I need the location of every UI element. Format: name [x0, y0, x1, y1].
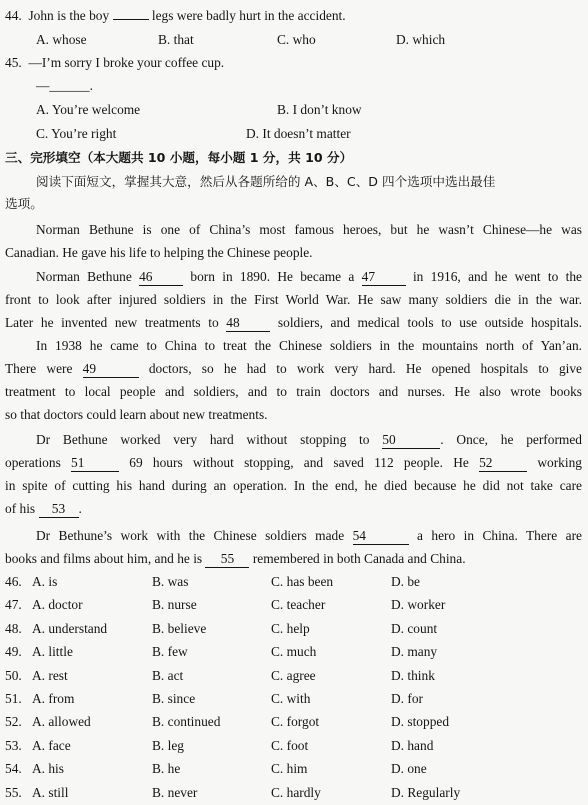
option-d: D. which — [396, 32, 446, 47]
option-a: A. face — [32, 737, 71, 753]
option-b: B. that — [158, 32, 194, 47]
question-45 — [5, 51, 582, 74]
option-d: D. for — [391, 691, 423, 706]
option-c: C. agree — [271, 667, 316, 683]
option-c: C. teacher — [271, 597, 326, 613]
option-b: B. nurse — [152, 597, 197, 613]
dialogue-line: —I’m sorry I broke your coffee cup. — [28, 55, 225, 70]
section-title: 三、完形填空（本大题共 10 小题，每小题 1 分，共 10 分） — [5, 150, 353, 165]
passage-text: of his — [5, 501, 36, 516]
option-d: D. It doesn’t matter — [246, 126, 351, 141]
passage-text: doctors, so he had to work very hard. He opened hospitals to give — [148, 361, 582, 376]
option-b: B. act — [152, 667, 184, 683]
option-b: B. I don’t know — [277, 102, 362, 117]
question-44 — [5, 4, 582, 27]
dialogue-response: —______. — [36, 78, 93, 93]
option-c: C. You’re right — [36, 126, 117, 141]
option-d: D. think — [391, 667, 435, 683]
option-b: B. was — [152, 574, 189, 589]
passage-text: . Once, he performed — [440, 432, 582, 447]
passage-text: operations — [5, 455, 61, 470]
option-c: C. him — [271, 761, 308, 777]
blank-49: 49 — [83, 361, 139, 378]
passage-line: treatment to local people and soldiers, and to train doctors and nurses. He also wrote books — [5, 384, 582, 399]
passage-text: soldiers, and medical tools to use outside hospitals. — [277, 315, 582, 330]
section-instruction: 阅读下面短文，掌握其大意，然后从各题所给的 A、B、C、D 四个选项中选出最佳 — [36, 174, 496, 189]
option-a: A. is — [32, 574, 58, 589]
question-text: legs were badly hurt in the accident. — [151, 8, 346, 23]
question-number: 48. — [5, 620, 22, 636]
option-d: D. one — [391, 761, 427, 777]
option-d: D. count — [391, 620, 438, 636]
passage-line: Norman Bethune is one of China’s most famous heroes, but he wasn’t Chinese—he was — [36, 222, 582, 237]
passage-line — [5, 451, 582, 474]
option-c: C. has been — [271, 574, 334, 589]
passage-text: Norman Bethune — [36, 269, 132, 284]
option-d: D. be — [391, 574, 421, 589]
passage-text: 69 hours without stopping, and saved 112 people. He — [129, 455, 469, 470]
passage-text: . — [78, 501, 82, 516]
option-c: C. who — [277, 32, 316, 47]
option-b: B. few — [152, 644, 188, 660]
passage-line: in spite of cutting his hand during an operation. In the end, he died because he did not take care — [5, 478, 582, 493]
blank-50: 50 — [382, 432, 440, 449]
passage-line — [36, 428, 582, 451]
question-number: 53. — [5, 737, 22, 753]
option-a: A. from — [32, 691, 75, 706]
option-c: C. with — [271, 691, 311, 706]
passage-text: born in 1890. He became a — [190, 269, 355, 284]
option-b: B. continued — [152, 714, 221, 730]
question-number: 45. — [5, 55, 22, 70]
blank-55: 55 — [205, 551, 249, 568]
section-instruction: 选项。 — [5, 196, 43, 211]
option-a: A. doctor — [32, 597, 83, 613]
passage-line — [5, 357, 582, 380]
passage-text: Later he invented new treatments to — [5, 315, 219, 330]
option-d: D. hand — [391, 737, 434, 753]
passage-line — [5, 311, 582, 334]
passage-text: a hero in China. There are — [417, 528, 582, 543]
question-number: 46. — [5, 574, 22, 589]
option-a: A. whose — [36, 32, 87, 47]
question-number: 49. — [5, 644, 22, 660]
passage-text: Dr Bethune worked very hard without stopping to — [36, 432, 370, 447]
option-b: B. since — [152, 691, 196, 706]
option-d: D. many — [391, 644, 438, 660]
passage-line — [5, 547, 582, 570]
option-a: A. rest — [32, 667, 68, 683]
blank-53: 53 — [39, 501, 79, 518]
option-d: D. Regularly — [391, 784, 461, 800]
passage-line: front to look after injured soldiers in the First World War. He saw many soldiers die in the war. — [5, 292, 582, 307]
option-a: A. his — [32, 761, 64, 777]
option-c: C. hardly — [271, 784, 321, 800]
blank-51: 51 — [71, 455, 119, 472]
option-a: A. You’re welcome — [36, 102, 141, 117]
passage-text: working — [537, 455, 582, 470]
question-number: 55. — [5, 784, 22, 800]
passage-text: remembered in both Canada and China. — [252, 551, 466, 566]
option-b: B. believe — [152, 620, 207, 636]
option-c: C. forgot — [271, 714, 320, 730]
option-c: C. help — [271, 620, 310, 636]
passage-line — [36, 524, 582, 547]
option-d: D. stopped — [391, 714, 450, 730]
question-number: 52. — [5, 714, 22, 730]
question-text: John is the boy — [28, 8, 110, 23]
blank-48: 48 — [226, 315, 270, 332]
passage-line — [36, 265, 582, 288]
option-c: C. much — [271, 644, 317, 660]
passage-line: Canadian. He gave his life to helping the Chinese people. — [5, 245, 313, 260]
blank-52: 52 — [479, 455, 527, 472]
option-a: A. still — [32, 784, 69, 800]
passage-text: in 1916, and he went to the — [412, 269, 582, 284]
option-b: B. leg — [152, 737, 184, 753]
option-d: D. worker — [391, 597, 446, 613]
question-number: 44. — [5, 8, 22, 23]
option-a: A. little — [32, 644, 73, 660]
answer-blank — [113, 19, 149, 20]
question-number: 50. — [5, 667, 22, 683]
question-number: 54. — [5, 761, 22, 777]
passage-text: books and films about him, and he is — [5, 551, 203, 566]
passage-line — [5, 497, 582, 520]
passage-text: There were — [5, 361, 73, 376]
passage-line: so that doctors could learn about new treatments. — [5, 407, 268, 422]
option-b: B. never — [152, 784, 198, 800]
passage-text: Dr Bethune’s work with the Chinese soldiers made — [36, 528, 345, 543]
passage-line: In 1938 he came to China to treat the Chinese soldiers in the mountains north of Yan’an. — [36, 338, 582, 353]
option-a: A. allowed — [32, 714, 91, 730]
question-number: 47. — [5, 597, 22, 613]
option-b: B. he — [152, 761, 181, 777]
blank-54: 54 — [353, 528, 409, 545]
blank-46: 46 — [139, 269, 183, 286]
option-a: A. understand — [32, 620, 108, 636]
question-number: 51. — [5, 691, 22, 706]
option-c: C. foot — [271, 737, 309, 753]
blank-47: 47 — [362, 269, 406, 286]
